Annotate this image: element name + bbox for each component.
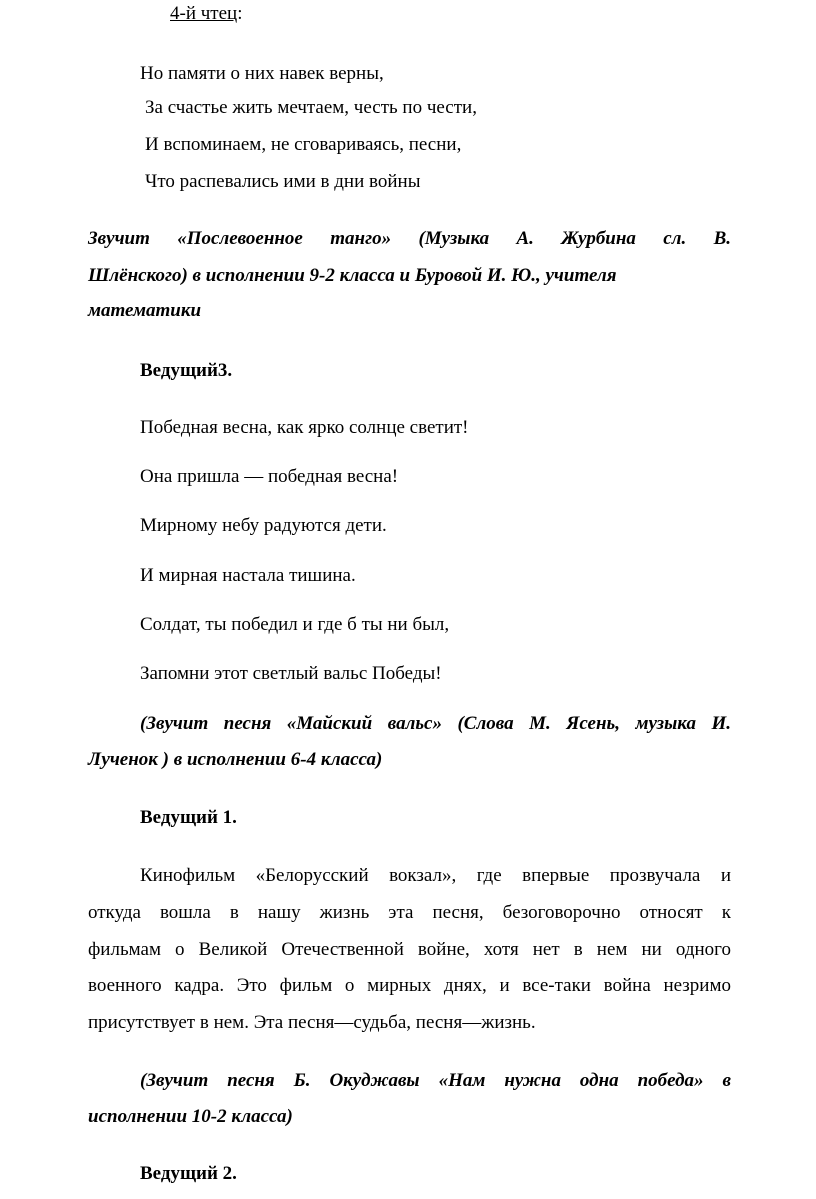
stage-direction-3-line-1: (Звучит песня Б. Окуджавы «Нам нужна одна победа» в (140, 1070, 731, 1091)
poem2-line-3: Мирному небу радуются дети. (140, 515, 387, 536)
speaker-colon: : (237, 3, 243, 24)
speaker-heading-host-1: Ведущий 1. (140, 807, 237, 828)
stage-direction-2-line-1: (Звучит песня «Майский вальс» (Слова М. Ясень, музыка И. (140, 713, 731, 734)
poem2-line-6: Запомни этот светлый вальс Победы! (140, 663, 442, 684)
stage-direction-2-line-2: Лученок ) в исполнении 6-4 класса) (88, 749, 383, 770)
paragraph1-line-2: откуда вошла в нашу жизнь эта песня, безоговорочно относят к (88, 902, 731, 923)
paragraph1-line-1: Кинофильм «Белорусский вокзал», где впервые прозвучала и (140, 865, 731, 886)
paragraph1-line-4: военного кадра. Это фильм о мирных днях, и все-таки война незримо (88, 975, 731, 996)
speaker-heading-reader-4 (170, 4, 243, 23)
speaker-name: 4-й чтец (170, 3, 238, 24)
poem1-line-2: За счастье жить мечтаем, честь по чести, (145, 97, 477, 118)
stage-direction-1-line-3: математики (88, 300, 202, 321)
poem1-line-4: Что распевались ими в дни войны (145, 171, 421, 192)
poem2-line-4: И мирная настала тишина. (140, 565, 356, 586)
poem2-line-5: Солдат, ты победил и где б ты ни был, (140, 614, 450, 635)
speaker-heading-host-2: Ведущий 2. (140, 1163, 237, 1184)
stage-direction-1-line-1: Звучит «Послевоенное танго» (Музыка А. Журбина сл. В. (88, 228, 731, 249)
poem2-line-1: Победная весна, как ярко солнце светит! (140, 417, 469, 438)
paragraph1-line-3: фильмам о Великой Отечественной войне, хотя нет в нем ни одного (88, 939, 731, 960)
paragraph1-line-5: присутствует в нем. Эта песня—судьба, песня—жизнь. (88, 1012, 536, 1033)
stage-direction-1-line-2: Шлёнского) в исполнении 9-2 класса и Буровой И. Ю., учителя (88, 265, 617, 286)
stage-direction-3-line-2: исполнении 10-2 класса) (88, 1106, 293, 1127)
poem1-line-3: И вспоминаем, не сговариваясь, песни, (145, 134, 462, 155)
speaker-heading-host-3: Ведущий3. (140, 360, 233, 381)
poem1-line-1: Но памяти о них навек верны, (140, 63, 384, 84)
poem2-line-2: Она пришла — победная весна! (140, 466, 399, 487)
